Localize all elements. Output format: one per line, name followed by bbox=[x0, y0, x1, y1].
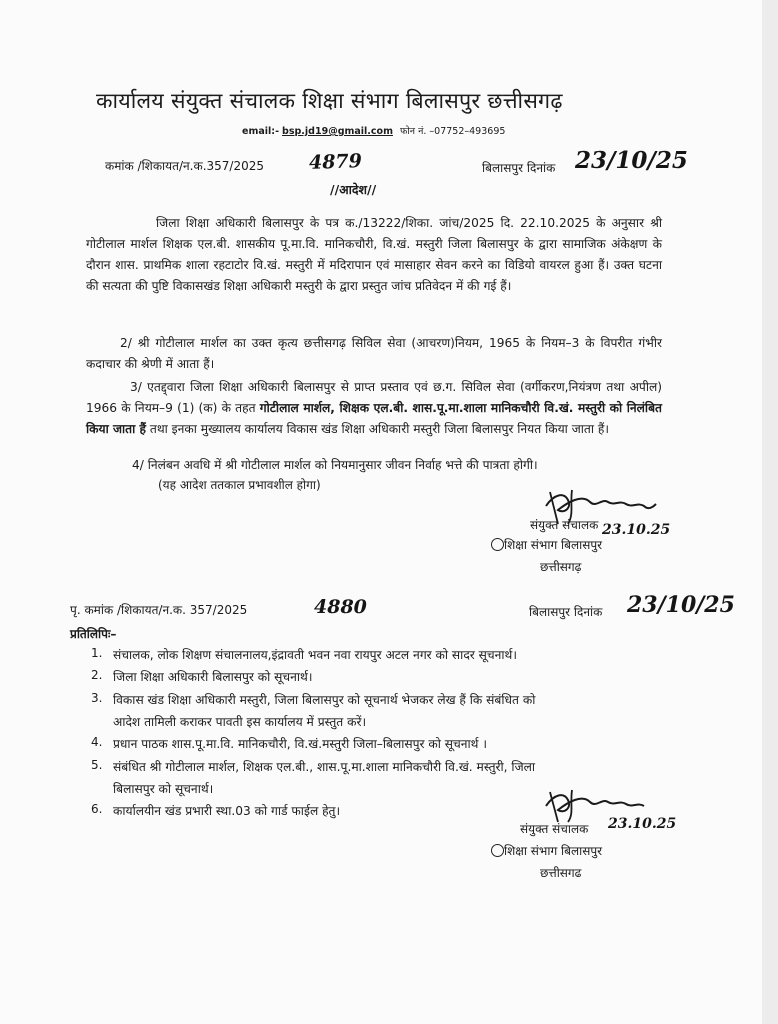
signatory-1-state: छत्तीसगढ़ bbox=[540, 560, 582, 574]
order-paragraph-1: जिला शिक्षा अधिकारी बिलासपुर के पत्र क./13222/शिका. जांच/2025 दि. 22.10.2025 के अनुसार श्री गोटीलाल मार्शल शिक्षक एल.बी. शासकीय पू.मा.वि. मानिकचौरी, वि.खं. मस्तुरी जिला बिलासपुर के द्वारा सामाजिक अंकेक्षण के दौरान शास. प्राथमिक शाला रहटाटोर वि.खं. मस्तुरी में मदिरापान एवं मासाहार सेवन करने का विडियो वायरल हुआ हैं। उक्त घटना की सत्यता की पुष्टि विकासखंड शिक्षा अधिकारी मस्तुरी के द्वारा प्रस्तुत जांच प्रतिवेदन में की गई हैं। bbox=[86, 216, 662, 293]
signature-1-date: 23.10.25 bbox=[602, 522, 671, 538]
copy-item-4-number: 4. bbox=[91, 735, 103, 749]
copy-item-3-text-continued: आदेश तामिली कराकर पावती इस कार्यालय में प्रस्तुत करें। bbox=[113, 715, 367, 729]
copy-item-2-number: 2. bbox=[91, 668, 103, 682]
order-date-handwritten: 23/10/25 bbox=[575, 147, 688, 174]
copy-number-handwritten: 4880 bbox=[314, 596, 367, 618]
copy-item-5-number: 5. bbox=[91, 758, 103, 772]
office-title: कार्यालय संयुक्त संचालक शिक्षा संभाग बिलासपुर छत्तीसगढ़ bbox=[96, 89, 563, 114]
para3-text-c: तथा इनका मुख्यालय कार्यालय विकास खंड शिक्षा अधिकारी मस्तुरी जिला बिलासपुर नियत किया जाता हैं। bbox=[149, 422, 609, 436]
phone-label: फोन नं. bbox=[400, 126, 427, 137]
order-paragraph-2: 2/ श्री गोटीलाल मार्शल का उक्त कृत्य छत्तीसगढ़ सिविल सेवा (आचरण)नियम, 1965 के नियम–3 के विपरीत गंभीर कदाचार की श्रेणी में आता हैं। bbox=[86, 336, 662, 371]
signatory-2-state: छत्तीसगढ bbox=[540, 866, 582, 880]
email-address: bsp.jd19@gmail.com bbox=[282, 126, 393, 137]
signatory-2-office: शिक्षा संभाग बिलासपुर bbox=[504, 844, 603, 858]
signatory-1-title: संयुक्त संचालक bbox=[530, 518, 599, 532]
contact-line bbox=[242, 124, 505, 137]
copy-item-1-number: 1. bbox=[91, 646, 103, 660]
copy-place-date-label: बिलासपुर दिनांक bbox=[529, 605, 603, 619]
signatory-1-office: शिक्षा संभाग बिलासपुर bbox=[504, 538, 603, 552]
signatory-1-seal-mark bbox=[491, 538, 504, 551]
phone-number: –07752–493695 bbox=[429, 126, 506, 137]
copy-item-1-text: संचालक, लोक शिक्षण संचालनालय,इंद्रावती भवन नवा रायपुर अटल नगर को सादर सूचनार्थ। bbox=[113, 648, 517, 662]
immediate-effect-note: (यह आदेश ततकाल प्रभावशील होगा) bbox=[158, 478, 321, 492]
signatory-2-seal-mark bbox=[491, 844, 504, 857]
order-number-handwritten: 4879 bbox=[308, 150, 363, 174]
email-label: email:- bbox=[242, 126, 280, 137]
order-paragraph-3 bbox=[86, 377, 662, 440]
order-place-date-label: बिलासपुर दिनांक bbox=[482, 161, 556, 175]
signature-2-date: 23.10.25 bbox=[608, 816, 677, 832]
copy-item-2-text: जिला शिक्षा अधिकारी बिलासपुर को सूचनार्थ। bbox=[113, 670, 313, 684]
copy-item-6-text: कार्यालयीन खंड प्रभारी स्था.03 को गार्ड फाईल हेतु। bbox=[113, 804, 341, 818]
copy-heading: प्रतिलिपिः– bbox=[70, 627, 117, 641]
para3-text-a: 3/ एतद्द्वारा जिला शिक्षा अधिकारी बिलासपुर से प्राप्त प्रस्ताव एवं छ.ग. सिविल सेवा (वर्गीकरण,नियंत्रण तथा अपील) 1966 के नियम–9 (1) (क) के तहत bbox=[86, 380, 662, 415]
signatory-2-title: संयुक्त संचालक bbox=[520, 822, 589, 836]
copy-item-5-text-continued: बिलासपुर को सूचनार्थ। bbox=[113, 782, 214, 796]
scan-edge-strip bbox=[762, 0, 778, 1024]
copy-reference: पृ. कमांक /शिकायत/न.क. 357/2025 bbox=[70, 603, 248, 617]
copy-item-3-number: 3. bbox=[91, 691, 103, 705]
suspension-statement: गोटीलाल मार्शल, शिक्षक एल.बी. शास.पू.मा.शाला मानिकचौरी वि.खं. मस्तुरी को निलंबित किया जाता हैं bbox=[86, 401, 662, 436]
copy-item-4-text: प्रधान पाठक शास.पू.मा.वि. मानिकचौरी, वि.खं.मस्तुरी जिला–बिलासपुर को सूचनार्थ । bbox=[113, 737, 487, 751]
order-paragraph-4: 4/ निलंबन अवधि में श्री गोटीलाल मार्शल को नियमानुसार जीवन निर्वाह भत्ते की पात्रता होगी। bbox=[132, 458, 538, 472]
copy-date-handwritten: 23/10/25 bbox=[627, 592, 735, 618]
order-reference: कमांक /शिकायत/न.क.357/2025 bbox=[105, 159, 265, 173]
copy-item-6-number: 6. bbox=[91, 802, 103, 816]
copy-item-3-text: विकास खंड शिक्षा अधिकारी मस्तुरी, जिला बिलासपुर को सूचनार्थ भेजकर लेख हैं कि संबंधित को bbox=[113, 693, 536, 707]
order-heading: //आदेश// bbox=[330, 182, 377, 197]
copy-item-5-text: संबंधित श्री गोटीलाल मार्शल, शिक्षक एल.बी., शास.पू.मा.शाला मानिकचौरी वि.खं. मस्तुरी, जिला bbox=[113, 760, 536, 774]
